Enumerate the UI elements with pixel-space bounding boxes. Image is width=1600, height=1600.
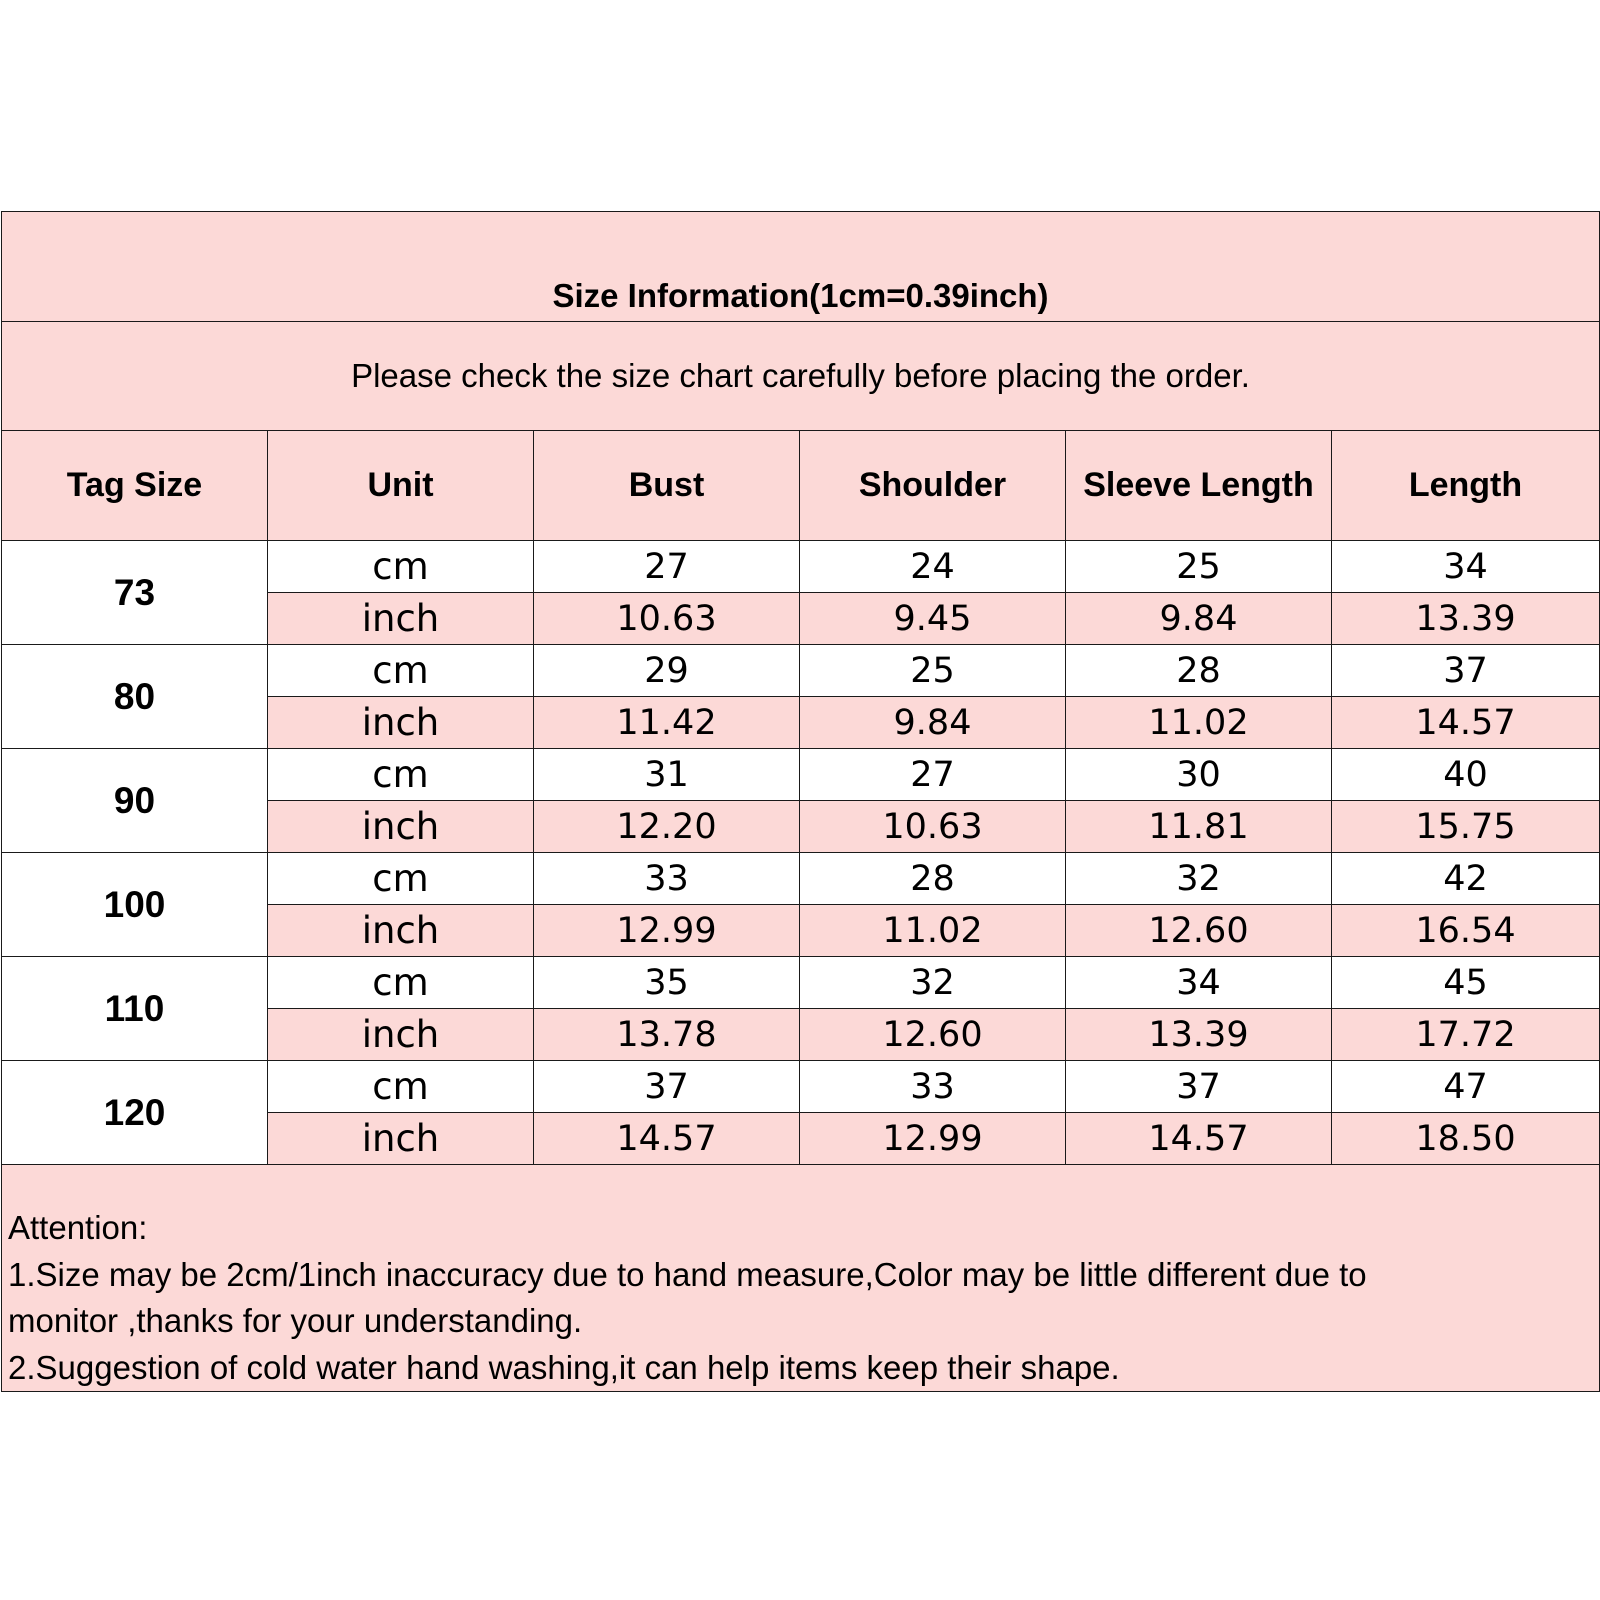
shoulder-cm-cell: 24	[800, 541, 1066, 593]
unit-cell: inch	[268, 801, 534, 853]
sleeve-length-inch-cell: 14.57	[1066, 1113, 1332, 1165]
bust-cm-cell: 29	[534, 645, 800, 697]
sleeve-length-inch-cell: 11.02	[1066, 697, 1332, 749]
length-inch-cell: 15.75	[1332, 801, 1600, 853]
tag-size-cell: 90	[2, 749, 268, 853]
shoulder-inch-cell: 9.84	[800, 697, 1066, 749]
unit-cell: cm	[268, 645, 534, 697]
unit-cell: cm	[268, 957, 534, 1009]
tag-size-cell: 73	[2, 541, 268, 645]
length-inch-cell: 13.39	[1332, 593, 1600, 645]
shoulder-cm-cell: 33	[800, 1061, 1066, 1113]
chart-title: Size Information(1cm=0.39inch)	[552, 277, 1049, 314]
attention-line: 2.Suggestion of cold water hand washing,it can help items keep their shape.	[8, 1348, 1120, 1386]
unit-cell: inch	[268, 905, 534, 957]
length-inch-cell: 16.54	[1332, 905, 1600, 957]
unit-cell: cm	[268, 541, 534, 593]
sleeve-length-inch-cell: 9.84	[1066, 593, 1332, 645]
length-inch-cell: 17.72	[1332, 1009, 1600, 1061]
shoulder-cm-cell: 32	[800, 957, 1066, 1009]
sleeve-length-inch-cell: 12.60	[1066, 905, 1332, 957]
tag-size-cell: 100	[2, 853, 268, 957]
shoulder-cm-cell: 28	[800, 853, 1066, 905]
header-sleeve-length: Sleeve Length	[1066, 431, 1332, 541]
chart-title-cell	[2, 212, 1600, 322]
unit-cell: inch	[268, 1113, 534, 1165]
length-cm-cell: 37	[1332, 645, 1600, 697]
shoulder-inch-cell: 10.63	[800, 801, 1066, 853]
header-tag-size: Tag Size	[2, 431, 268, 541]
attention-heading: Attention:	[8, 1209, 148, 1246]
shoulder-inch-cell: 9.45	[800, 593, 1066, 645]
shoulder-inch-cell: 11.02	[800, 905, 1066, 957]
shoulder-cm-cell: 25	[800, 645, 1066, 697]
header-bust: Bust	[534, 431, 800, 541]
bust-cm-cell: 31	[534, 749, 800, 801]
bust-inch-cell: 12.99	[534, 905, 800, 957]
bust-inch-cell: 14.57	[534, 1113, 800, 1165]
table-row	[2, 541, 1600, 593]
sleeve-length-inch-cell: 11.81	[1066, 801, 1332, 853]
bust-inch-cell: 13.78	[534, 1009, 800, 1061]
unit-cell: inch	[268, 697, 534, 749]
size-chart-table	[1, 211, 1600, 1392]
shoulder-inch-cell: 12.60	[800, 1009, 1066, 1061]
unit-cell: cm	[268, 853, 534, 905]
chart-subtitle: Please check the size chart carefully before placing the order.	[2, 322, 1600, 431]
tag-size-cell: 110	[2, 957, 268, 1061]
unit-cell: inch	[268, 1009, 534, 1061]
length-cm-cell: 45	[1332, 957, 1600, 1009]
attention-line: 1.Size may be 2cm/1inch inaccuracy due to hand measure,Color may be little different due to	[8, 1255, 1367, 1293]
table-row	[2, 749, 1600, 801]
length-cm-cell: 47	[1332, 1061, 1600, 1113]
bust-cm-cell: 27	[534, 541, 800, 593]
length-cm-cell: 42	[1332, 853, 1600, 905]
bust-inch-cell: 10.63	[534, 593, 800, 645]
bust-inch-cell: 12.20	[534, 801, 800, 853]
length-cm-cell: 34	[1332, 541, 1600, 593]
attention-line: monitor ,thanks for your understanding.	[8, 1302, 583, 1339]
sleeve-length-inch-cell: 13.39	[1066, 1009, 1332, 1061]
sleeve-length-cm-cell: 28	[1066, 645, 1332, 697]
tag-size-cell: 120	[2, 1061, 268, 1165]
header-length: Length	[1332, 431, 1600, 541]
header-shoulder: Shoulder	[800, 431, 1066, 541]
sleeve-length-cm-cell: 32	[1066, 853, 1332, 905]
shoulder-cm-cell: 27	[800, 749, 1066, 801]
shoulder-inch-cell: 12.99	[800, 1113, 1066, 1165]
bust-inch-cell: 11.42	[534, 697, 800, 749]
length-inch-cell: 14.57	[1332, 697, 1600, 749]
sleeve-length-cm-cell: 30	[1066, 749, 1332, 801]
tag-size-cell: 80	[2, 645, 268, 749]
length-cm-cell: 40	[1332, 749, 1600, 801]
sleeve-length-cm-cell: 37	[1066, 1061, 1332, 1113]
table-row	[2, 853, 1600, 905]
bust-cm-cell: 33	[534, 853, 800, 905]
sleeve-length-cm-cell: 34	[1066, 957, 1332, 1009]
table-row	[2, 957, 1600, 1009]
length-inch-cell: 18.50	[1332, 1113, 1600, 1165]
table-row	[2, 645, 1600, 697]
bust-cm-cell: 37	[534, 1061, 800, 1113]
header-row	[2, 431, 1600, 541]
unit-cell: inch	[268, 593, 534, 645]
sleeve-length-cm-cell: 25	[1066, 541, 1332, 593]
bust-cm-cell: 35	[534, 957, 800, 1009]
attention-notes	[2, 1165, 1600, 1392]
unit-cell: cm	[268, 749, 534, 801]
unit-cell: cm	[268, 1061, 534, 1113]
header-unit: Unit	[268, 431, 534, 541]
table-row	[2, 1061, 1600, 1113]
